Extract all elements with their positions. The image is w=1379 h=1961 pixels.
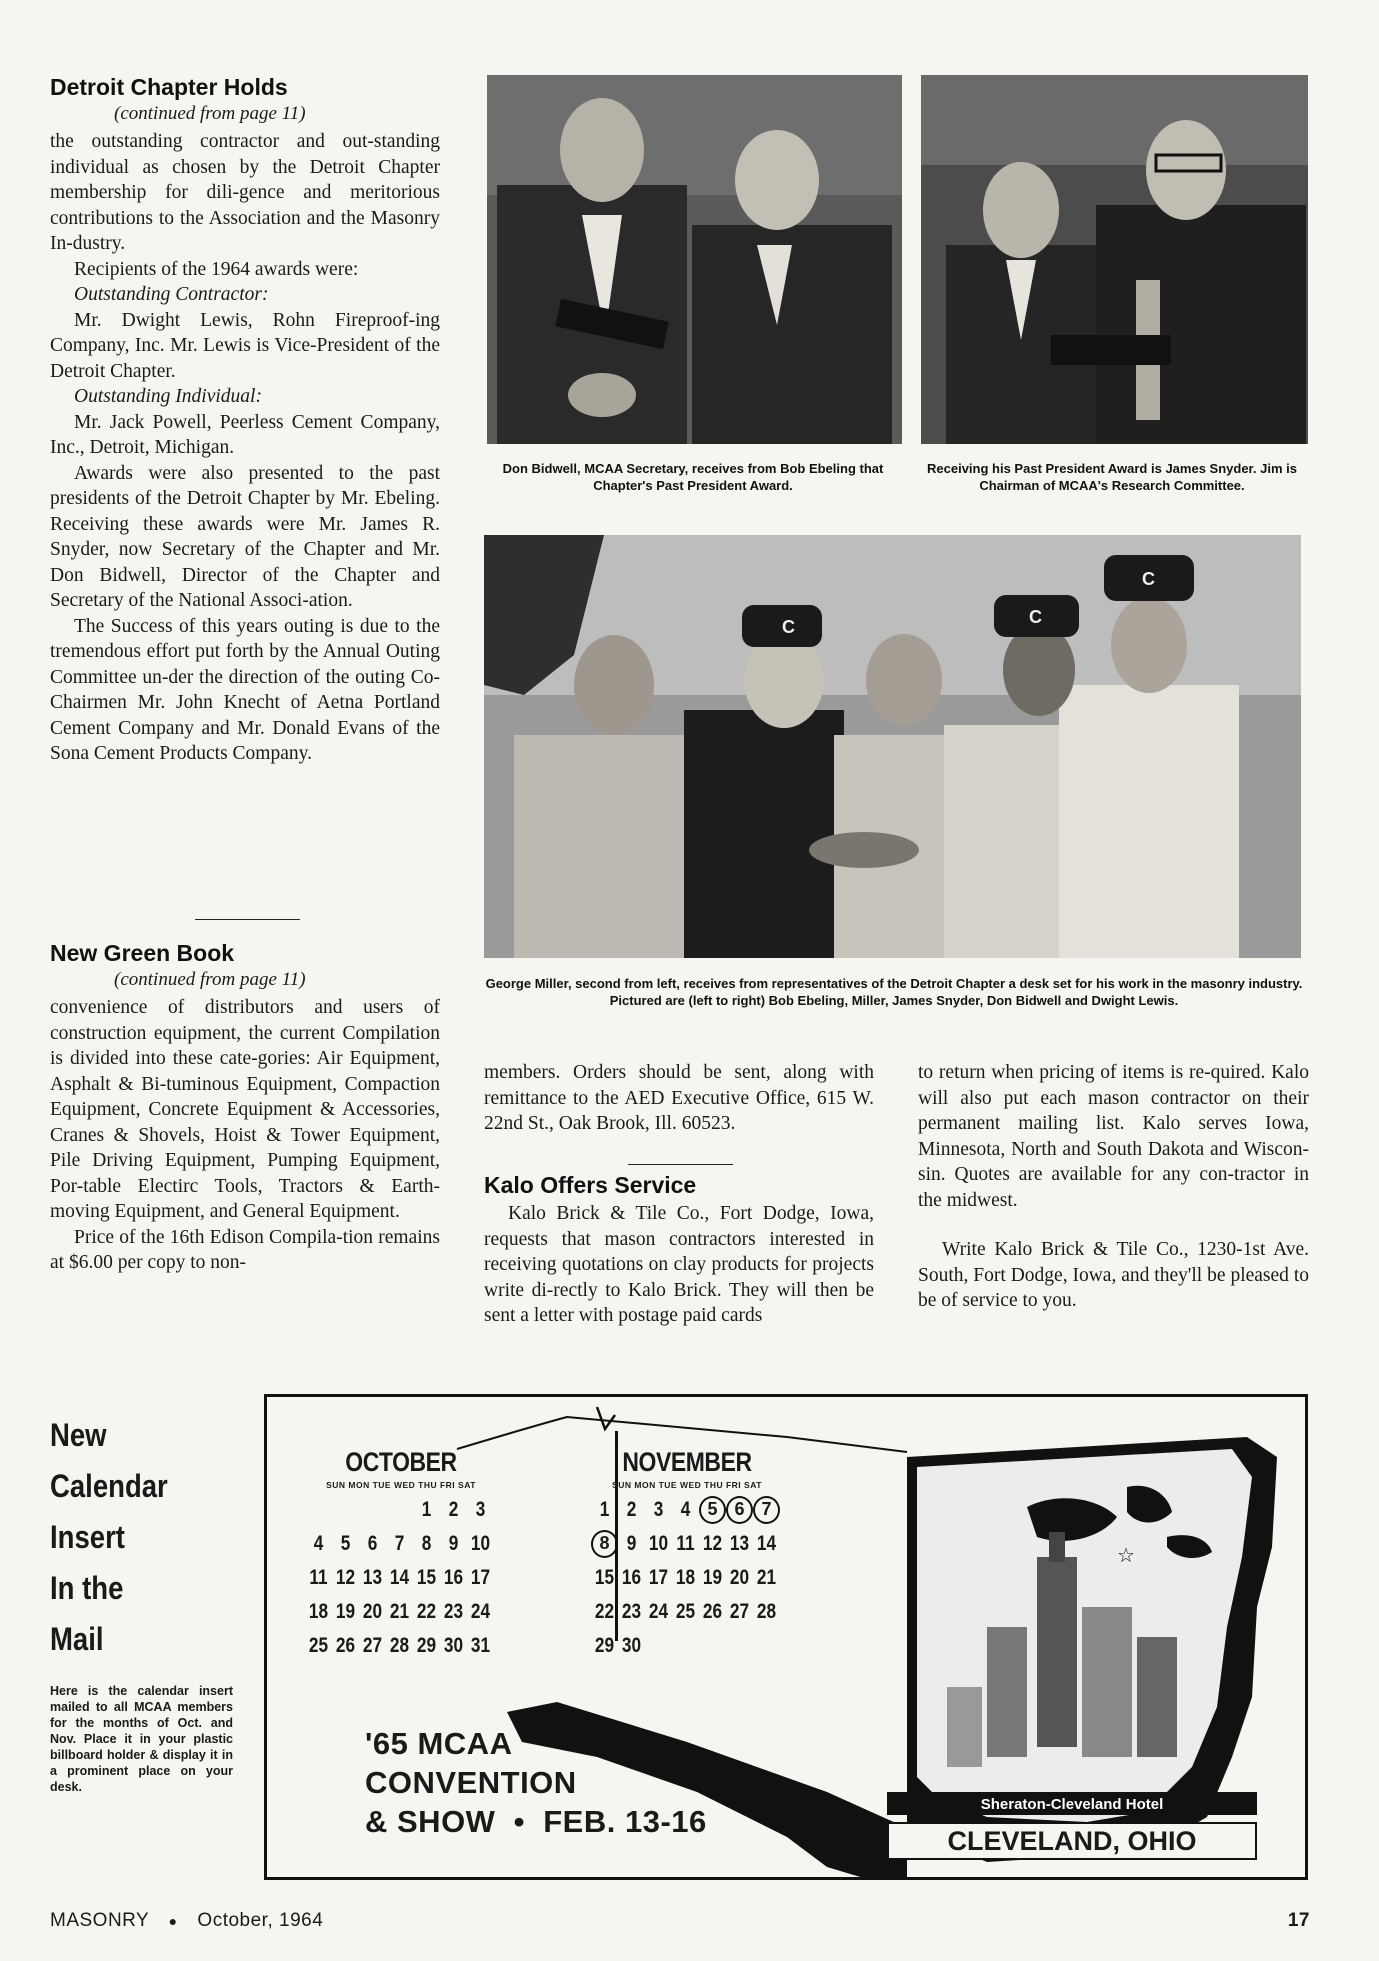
day-cell: 5 (340, 1532, 351, 1555)
paragraph: to return when pricing of items is re-quired. Kalo will also put each mason contractor on their permanent mailing list. Kalo serves Iowa, Minnesota, North and South Dakota and Wiscon-sin. Quotes are available for any con-tractor in the midwest. (918, 1062, 1309, 1211)
day-cell (388, 1496, 410, 1524)
day-cell (674, 1632, 696, 1660)
day-cell: 20 (362, 1600, 383, 1623)
weekday-header: SUN MON TUE WED THU FRI SAT (612, 1480, 762, 1490)
city-label-box (887, 1822, 1257, 1860)
svg-text:C: C (1142, 569, 1155, 589)
kalo-headline: Kalo Offers Service (484, 1172, 697, 1198)
day-cell: 24 (470, 1600, 491, 1623)
day-cell: 1 (421, 1498, 432, 1521)
day-cell: 4 (313, 1532, 324, 1555)
day-cell: 8 (421, 1532, 432, 1555)
day-cell: 13 (362, 1566, 383, 1589)
day-cell: 21 (389, 1600, 410, 1623)
day-cell: 2 (626, 1498, 637, 1521)
convention-announcement (365, 1724, 785, 1841)
day-cell: 6 (726, 1496, 753, 1524)
day-cell: 23 (621, 1600, 642, 1623)
day-cell (755, 1632, 777, 1660)
calendar-november-block (591, 1447, 783, 1660)
caption-photo-3: George Miller, second from left, receives from representatives of the Detroit Chapter a desk set for his work in the masonry industry. Pictured are (left to right) Bob Ebeling, Miller, James Snyder, Don Bidwell and Dwight Lewis. (485, 976, 1303, 1008)
issue-date: October, 1964 (197, 1910, 324, 1931)
green-book-article (50, 940, 440, 1276)
paragraph: The Success of this years outing is due to the tremendous effort put forth by the Annual Outing Committee un-der the direction of the outing Co-Chairmen Mr. John Knecht of Aetna Portland Cement Company and Mr. Donald Evans of the Sona Cement Products Company. (50, 615, 440, 764)
headline-line: Mail (50, 1621, 104, 1657)
footer-bullet: ● (168, 1913, 178, 1929)
hotel-name: Sheraton-Cleveland Hotel (980, 1796, 1164, 1813)
day-cell: 18 (675, 1566, 696, 1589)
caption-photo-1: Don Bidwell, MCAA Secretary, receives from Bob Ebeling that Chapter's Past President Award. (502, 461, 884, 493)
day-cell: 28 (756, 1600, 777, 1623)
detroit-article (50, 74, 440, 767)
day-cell (647, 1632, 669, 1660)
day-cell: 21 (756, 1566, 777, 1589)
day-cell: 29 (594, 1634, 615, 1657)
paragraph: Awards were also presented to the past presidents of the Detroit Chapter by Mr. Ebeling. Receiving these awards were Mr. James R. Snyder, now Secretary of the Chapter and Mr. Don Bidwell, Director of the Chapter and Secretary of the National Associ-ation. (50, 462, 440, 611)
month-title: OCTOBER (345, 1447, 457, 1477)
day-cell: 16 (443, 1566, 464, 1589)
day-cell: 18 (308, 1600, 329, 1623)
paragraph: Kalo Brick & Tile Co., Fort Dodge, Iowa, requests that mason contractors interested in receiving quotations on clay products for projects write di-rectly to Kalo Brick. They will then be sent a letter with postage paid cards (484, 1203, 874, 1326)
day-cell: 9 (448, 1532, 459, 1555)
day-cell: 8 (591, 1530, 618, 1558)
paragraph: Outstanding Contractor: (74, 284, 269, 305)
day-cell: 5 (699, 1496, 726, 1524)
day-cell: 27 (729, 1600, 750, 1623)
day-cell: 14 (389, 1566, 410, 1589)
calendar-october (305, 1447, 497, 1660)
headline-line: Insert (50, 1519, 125, 1555)
green-book-continued: (continued from page 11) (114, 969, 306, 990)
paragraph: Write Kalo Brick & Tile Co., 1230-1st Ave. South, Fort Dodge, Iowa, and they'll be pleased to be of service to you. (918, 1239, 1309, 1311)
headline-line: New (50, 1417, 107, 1453)
kalo-continuation (918, 1060, 1309, 1314)
convention-line: & SHOW • FEB. 13-16 (365, 1804, 707, 1839)
october-grid (305, 1496, 497, 1660)
day-cell: 26 (335, 1634, 356, 1657)
day-cell: 20 (729, 1566, 750, 1589)
day-cell: 10 (470, 1532, 491, 1555)
day-cell: 22 (594, 1600, 615, 1623)
day-cell: 16 (621, 1566, 642, 1589)
day-cell: 10 (648, 1532, 669, 1555)
day-cell: 30 (443, 1634, 464, 1657)
magazine-name: MASONRY (50, 1910, 149, 1931)
detroit-headline: Detroit Chapter Holds (50, 74, 288, 100)
day-cell: 22 (416, 1600, 437, 1623)
green-book-continuation (484, 1060, 874, 1137)
day-cell: 3 (653, 1498, 664, 1521)
calendar-insert (264, 1394, 1308, 1880)
paragraph: convenience of distributors and users of construction equipment, the current Compilation is divided into these cate-gories: Air Equipment, Asphalt & Bi-tuminous Equipment, Compaction Equipment, Concrete Equipment & Accessories, Cranes & Shovels, Hoist & Tower Equipment, Pile Driving Equipment, Pumping Equipment, Por-table Electirc Tools, Tractors & Earth-moving Equipment, and General Equipment. (50, 997, 440, 1222)
green-book-headline: New Green Book (50, 940, 235, 966)
photo-illustration (484, 535, 1301, 958)
day-cell: 13 (729, 1532, 750, 1555)
day-cell: 6 (367, 1532, 378, 1555)
day-cell: 12 (702, 1532, 723, 1555)
day-cell: 14 (756, 1532, 777, 1555)
photo-snyder (921, 75, 1308, 444)
paragraph: Mr. Dwight Lewis, Rohn Fireproof-ing Company, Inc. Mr. Lewis is Vice-President of the Detroit Chapter. (50, 309, 440, 382)
photo-illustration (921, 75, 1308, 444)
photo-group-miller (484, 535, 1301, 958)
convention-line: '65 MCAA (365, 1726, 513, 1761)
photo-illustration (487, 75, 902, 444)
day-cell: 29 (416, 1634, 437, 1657)
day-cell: 19 (335, 1600, 356, 1623)
day-cell: 3 (475, 1498, 486, 1521)
month-title: NOVEMBER (622, 1447, 752, 1477)
day-cell: 11 (309, 1566, 328, 1589)
day-cell: 25 (308, 1634, 329, 1657)
day-cell: 2 (448, 1498, 459, 1521)
day-cell (728, 1632, 750, 1660)
paragraph: the outstanding contractor and out-standing individual as chosen by the Detroit Chapter membership for dili-gence and meritorious contributions to the Association and the Masonry In-dustry. (50, 131, 440, 254)
paragraph: Price of the 16th Edison Compila-tion remains at $6.00 per copy to non- (50, 1226, 440, 1273)
day-cell: 24 (648, 1600, 669, 1623)
day-cell: 7 (753, 1496, 780, 1524)
paragraph: Mr. Jack Powell, Peerless Cement Company, Inc., Detroit, Michigan. (50, 411, 440, 458)
day-cell: 4 (680, 1498, 691, 1521)
day-cell: 17 (648, 1566, 669, 1589)
day-cell: 9 (626, 1532, 637, 1555)
page-number: 17 (1287, 1910, 1310, 1931)
day-cell: 28 (389, 1634, 410, 1657)
paragraph: Outstanding Individual: (74, 386, 262, 407)
day-cell (334, 1496, 356, 1524)
detroit-body (50, 129, 440, 767)
headline-line: Calendar (50, 1468, 168, 1504)
day-cell: 31 (470, 1634, 491, 1657)
svg-text:☆: ☆ (1117, 1543, 1135, 1567)
caption-photo-2: Receiving his Past President Award is James Snyder. Jim is Chairman of MCAA's Research Committee. (927, 461, 1297, 493)
section-divider (195, 919, 300, 920)
day-cell: 25 (675, 1600, 696, 1623)
day-cell: 30 (621, 1634, 642, 1657)
svg-text:C: C (1029, 607, 1042, 627)
detroit-continued: (continued from page 11) (114, 103, 306, 124)
day-cell: 15 (416, 1566, 437, 1589)
kalo-article (484, 1172, 874, 1329)
day-cell: 23 (443, 1600, 464, 1623)
photo-bidwell-ebeling (487, 75, 902, 444)
november-grid (591, 1496, 783, 1660)
day-cell (361, 1496, 383, 1524)
calendar-sidebar (50, 1410, 240, 1795)
section-divider (628, 1164, 733, 1165)
day-cell: 11 (676, 1532, 695, 1555)
day-cell: 15 (594, 1566, 615, 1589)
paragraph: Recipients of the 1964 awards were: (74, 258, 359, 280)
day-cell (701, 1632, 723, 1660)
svg-text:C: C (782, 617, 795, 637)
kalo-body (484, 1201, 874, 1329)
page-footer (50, 1910, 1310, 1932)
sidebar-headline (50, 1410, 213, 1665)
weekday-header: SUN MON TUE WED THU FRI SAT (326, 1480, 476, 1490)
paragraph: members. Orders should be sent, along with remittance to the AED Executive Office, 615 W. 22nd St., Oak Brook, Ill. 60523. (484, 1062, 874, 1134)
day-cell: 12 (335, 1566, 356, 1589)
day-cell: 1 (599, 1498, 610, 1521)
day-cell: 7 (394, 1532, 405, 1555)
day-cell: 19 (702, 1566, 723, 1589)
green-book-body (50, 995, 440, 1276)
city-name: CLEVELAND, OHIO (947, 1826, 1197, 1856)
headline-line: In the (50, 1570, 124, 1606)
convention-line: CONVENTION (365, 1765, 577, 1800)
sidebar-note: Here is the calendar insert mailed to all MCAA members for the months of Oct. and Nov. Place it in your plastic billboard holder & display it in a prominent place on your desk. (50, 1684, 233, 1794)
day-cell (307, 1496, 329, 1524)
day-cell: 17 (470, 1566, 491, 1589)
hotel-label-box (887, 1792, 1257, 1815)
day-cell: 27 (362, 1634, 383, 1657)
day-cell: 26 (702, 1600, 723, 1623)
